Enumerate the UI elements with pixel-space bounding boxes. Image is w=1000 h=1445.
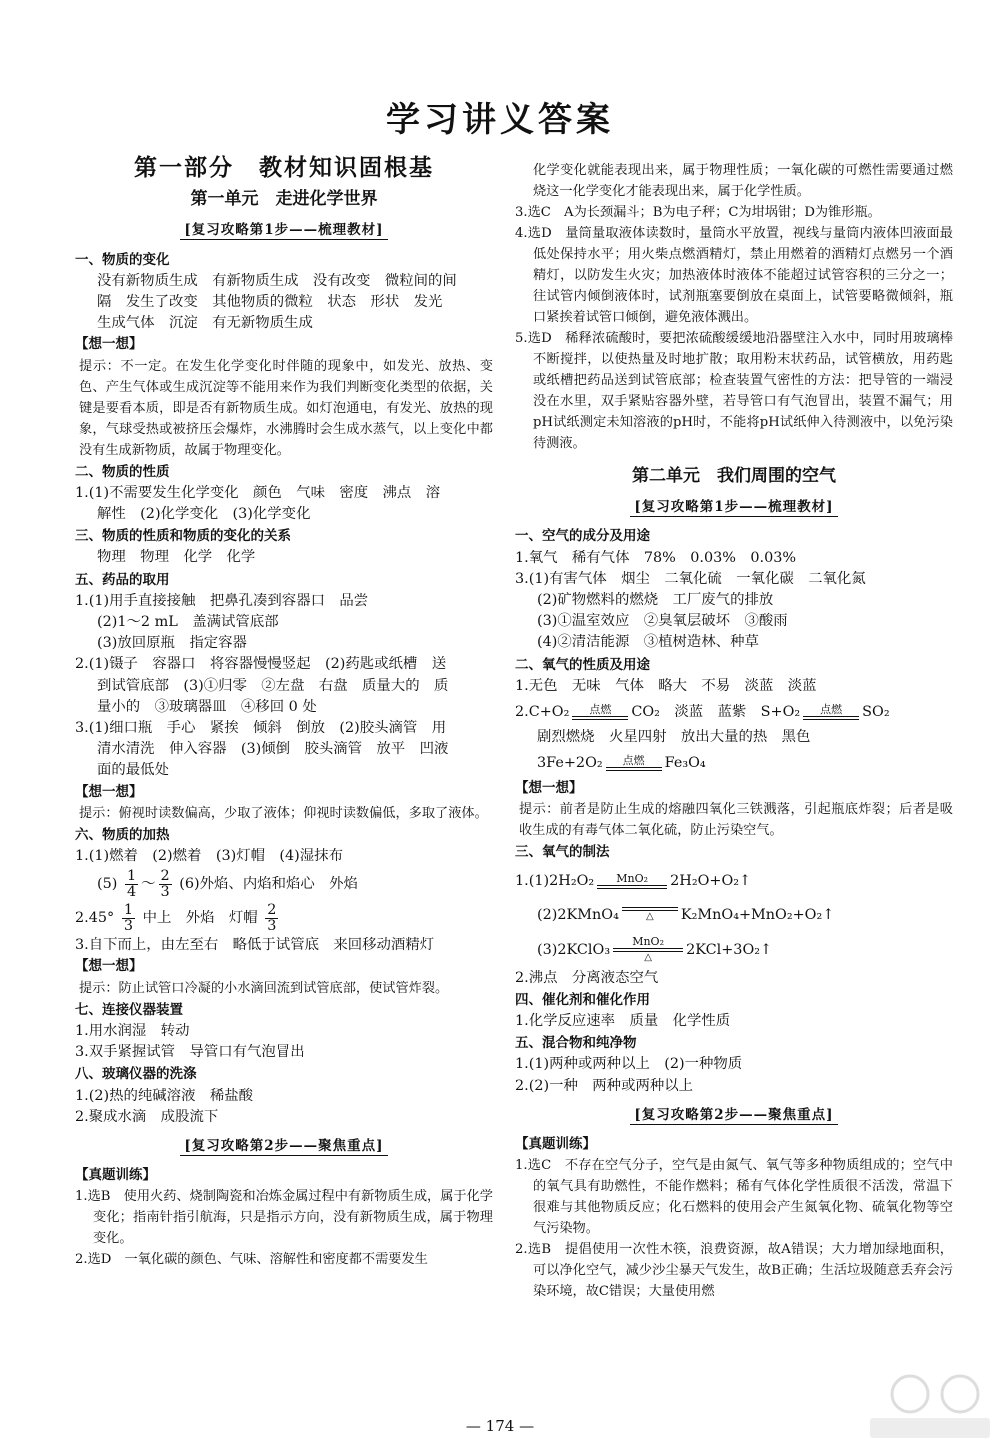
answer-line: 剧烈燃烧 火星四射 放出大量的热 黑色 bbox=[537, 729, 811, 746]
hint-paragraph: 提示：前者是防止生成的熔融四氧化三铁溅落，引起瓶底炸裂；后者是吸收生成的有毒气体二氧化硫，防止污染空气。 bbox=[519, 802, 953, 839]
answer-paragraph: 1.选B 使用火药、烧制陶瓷和冶炼金属过程中有新物质生成，属于化学变化；指南针指引航海，只是指示方向，没有新物质生成，属于物理变化。 bbox=[75, 1189, 493, 1247]
answer-paragraph: 2.选D 一氧化碳的颜色、气味、溶解性和密度都不需要发生 bbox=[75, 1252, 428, 1268]
answer-line: 1.(1)燃着 (2)燃着 (3)灯帽 (4)湿抹布 bbox=[75, 848, 343, 865]
answer-line: (2)矿物燃料的燃烧 工厂废气的排放 bbox=[537, 592, 774, 609]
answer-line: 1.(1)用手直接接触 把鼻孔凑到容器口 品尝 bbox=[75, 592, 369, 609]
step-banner: [复习攻略第2步——聚焦重点] bbox=[75, 1136, 493, 1157]
answer-line: 1.氧气 稀有气体 78% 0.03% 0.03% bbox=[515, 549, 797, 566]
fraction: $\frac{2}{3}$ bbox=[160, 867, 170, 900]
page-number: — 174 — bbox=[465, 1417, 535, 1435]
section-heading: 六、物质的加热 bbox=[75, 826, 170, 843]
left-column bbox=[75, 155, 493, 1270]
answer-line: 3.双手紧握试管 导管口有气泡冒出 bbox=[75, 1044, 305, 1061]
answer-line: (3)①温室效应 ②臭氧层破坏 ③酸雨 bbox=[537, 613, 788, 630]
answer-line: 1.用水润湿 转动 bbox=[75, 1022, 190, 1039]
fraction: $\frac{1}{3}$ bbox=[123, 901, 133, 934]
answer-line: 3.(1)细口瓶 手心 紧挨 倾斜 倒放 (2)胶头滴管 用 bbox=[75, 720, 447, 737]
answer-paragraph: 化学变化就能表现出来，属于物理性质；一氧化碳的可燃性需要通过燃烧这一化学变化才能表现出来，属于化学性质。 bbox=[533, 163, 953, 199]
section-heading: 五、混合物和纯净物 bbox=[515, 1035, 637, 1052]
reaction-arrow: 点燃 bbox=[803, 704, 859, 720]
answer-line-fraction: 2.45° $\frac{1}{3}$ 中上 外焰 灯帽 $\frac{2}{3}$ bbox=[75, 901, 277, 934]
answer-line: 隔 发生了改变 其他物质的微粒 状态 形状 发光 bbox=[97, 294, 443, 311]
reaction-arrow: MnO₂ bbox=[597, 873, 667, 889]
answer-line: 1.(1)两种或两种以上 (2)一种物质 bbox=[515, 1056, 743, 1073]
part-title: 第一部分 教材知识固根基 bbox=[134, 155, 434, 181]
answer-line: 3.自下而上，由左至右 略低于试管底 来回移动酒精灯 bbox=[75, 937, 435, 954]
reaction-arrow: MnO₂ △ bbox=[613, 936, 683, 964]
section-heading: 二、物质的性质 bbox=[75, 463, 170, 480]
unit-title: 第二单元 我们周围的空气 bbox=[632, 466, 836, 486]
step-banner: [复习攻略第1步——梳理教材] bbox=[75, 220, 493, 241]
answer-line: 清水清洗 伸入容器 (3)倾倒 胶头滴管 放平 凹液 bbox=[97, 741, 449, 758]
answer-line: (4)②清洁能源 ③植树造林、种草 bbox=[537, 634, 759, 651]
section-heading: 三、氧气的制法 bbox=[515, 844, 610, 861]
think-heading: 【想一想】 bbox=[75, 783, 143, 800]
answer-line: 1.无色 无味 气体 略大 不易 淡蓝 淡蓝 bbox=[515, 677, 817, 694]
watermark-logo bbox=[850, 1372, 1000, 1442]
answer-line: 面的最低处 bbox=[97, 762, 169, 779]
fraction: $\frac{1}{4}$ bbox=[126, 867, 137, 900]
answer-paragraph: 5.选D 稀释浓硫酸时，要把浓硫酸缓缓地沿器壁注入水中，同时用玻璃棒不断搅拌，以使热量及时地扩散；取用粉末状药品，试管横放，用药匙或纸槽把药品送到试管底部；检查装置气密性的方法：把导管的一端浸没在水里，双手紧贴容器外壁，若导管口有气泡冒出，装置不漏气；用pH试纸测定未知溶液的pH时，不能将pH试纸伸入待测液中，以免污染待测液。 bbox=[515, 331, 953, 451]
step-banner: [复习攻略第1步——梳理教材] bbox=[515, 497, 953, 518]
think-heading: 【想一想】 bbox=[75, 336, 143, 353]
section-heading: 二、氧气的性质及用途 bbox=[515, 656, 650, 673]
answer-line: 生成气体 沉淀 有无新物质生成 bbox=[97, 315, 313, 332]
answer-line: 1.化学反应速率 质量 化学性质 bbox=[515, 1013, 731, 1030]
section-heading: 七、连接仪器装置 bbox=[75, 1001, 183, 1018]
reaction-arrow: △ bbox=[622, 907, 678, 923]
answer-line: 量小的 ③玻璃器皿 ④移回 0 处 bbox=[97, 698, 317, 715]
answer-line: (3)放回原瓶 指定容器 bbox=[97, 635, 247, 652]
right-column bbox=[515, 160, 953, 1302]
equation-line: (3)2KClO₃ MnO₂ △ 2KCl+3O₂↑ bbox=[537, 934, 773, 963]
answer-line: 到试管底部 (3)①归零 ②左盘 右盘 质量大的 质 bbox=[97, 677, 449, 694]
section-heading: 三、物质的性质和物质的变化的关系 bbox=[75, 528, 291, 545]
equation-line: 1.(1)2H₂O₂ MnO₂ 2H₂O+O₂↑ bbox=[515, 871, 752, 889]
hint-paragraph: 提示：俯视时读数偏高，少取了液体；仰视时读数偏低，多取了液体。 bbox=[79, 805, 488, 821]
answer-paragraph: 2.选B 提倡使用一次性木筷，浪费资源，故A错误；大力增加绿地面积，可以净化空气，减少沙尘暴天气发生，故B正确；生活垃圾随意丢弃会污染环境，故C错误；大量使用燃 bbox=[515, 1242, 953, 1300]
answer-line: 2.沸点 分离液态空气 bbox=[515, 969, 659, 986]
page-title: 学习讲义答案 bbox=[386, 100, 614, 140]
answer-paragraph: 1.选C 不存在空气分子，空气是由氮气、氧气等多种物质组成的；空气中的氧气具有助燃性，不能作燃料；稀有气体化学性质很不活泼，常温下很难与其他物质反应；化石燃料的使用会产生氮氧化物、硫氧化物等空气污染物。 bbox=[515, 1158, 953, 1237]
answer-paragraph: 3.选C A为长颈漏斗；B为电子秤；C为坩埚钳；D为锥形瓶。 bbox=[515, 205, 881, 220]
answer-line: 2.(2)一种 两种或两种以上 bbox=[515, 1077, 694, 1094]
equation-line: (2)2KMnO₄ △ K₂MnO₄+MnO₂+O₂↑ bbox=[537, 906, 835, 923]
answer-line: 没有新物质生成 有新物质生成 没有改变 微粒间的间 bbox=[97, 272, 457, 289]
unit-title: 第一单元 走进化学世界 bbox=[190, 189, 378, 210]
answer-line: 1.(1)不需要发生化学变化 颜色 气味 密度 沸点 溶 bbox=[75, 484, 441, 501]
answer-line: (2)1～2 mL 盖满试管底部 bbox=[97, 614, 279, 631]
answer-line-fraction: (5) $\frac{1}{4}$ ～ $\frac{2}{3}$ (6)外焰、内焰和焰心 外焰 bbox=[97, 867, 358, 900]
hint-paragraph: 提示：不一定。在发生化学变化时伴随的现象中，如发光、放热、变色、产生气体或生成沉淀等不能用来作为我们判断变化类型的依据，关键是要看本质，即是否有新物质生成。如灯泡通电，有发光、放热的现象，气球受热或被挤压会爆炸，水沸腾时会生成水蒸气，以上变化中都没有生成新物质，故属于物理变化。 bbox=[79, 358, 493, 458]
section-heading: 八、玻璃仪器的洗涤 bbox=[75, 1066, 197, 1083]
equation-line: 3Fe+2O₂ 点燃 Fe₃O₄ bbox=[537, 754, 706, 772]
step-banner: [复习攻略第2步——聚焦重点] bbox=[515, 1105, 953, 1126]
answer-line: 2.(1)镊子 容器口 将容器慢慢竖起 (2)药匙或纸槽 送 bbox=[75, 656, 447, 673]
reaction-arrow: 点燃 bbox=[572, 704, 628, 720]
think-heading: 【想一想】 bbox=[515, 780, 583, 797]
section-heading: 四、催化剂和催化作用 bbox=[515, 991, 650, 1008]
reaction-arrow: 点燃 bbox=[606, 755, 662, 771]
hint-paragraph: 提示：防止试管口冷凝的小水滴回流到试管底部，使试管炸裂。 bbox=[79, 980, 449, 996]
think-heading: 【想一想】 bbox=[75, 958, 143, 975]
fraction: $\frac{2}{3}$ bbox=[267, 901, 277, 934]
answer-line: 物理 物理 化学 化学 bbox=[97, 549, 256, 566]
equation-line: 2.C+O₂ 点燃 CO₂ 淡蓝 蓝紫 S+O₂ 点燃 SO₂ bbox=[515, 703, 890, 721]
answer-line: 2.聚成水滴 成股流下 bbox=[75, 1108, 219, 1125]
train-heading: 【真题训练】 bbox=[515, 1136, 596, 1153]
train-heading: 【真题训练】 bbox=[75, 1167, 156, 1184]
section-heading: 一、物质的变化 bbox=[75, 251, 170, 268]
answer-line: 1.(2)热的纯碱溶液 稀盐酸 bbox=[75, 1087, 254, 1104]
answer-paragraph: 4.选D 量筒量取液体读数时，量筒水平放置，视线与量筒内液体凹液面最低处保持水平；用火柴点燃酒精灯，禁止用燃着的酒精灯点燃另一个酒精灯，以防发生火灾；加热液体时液体不能超过试管容积的三分之一；往试管内倾倒液体时，试剂瓶塞要倒放在桌面上，试管要略微倾斜，瓶口紧挨着试管口倾倒，避免液体溅出。 bbox=[515, 226, 953, 325]
section-heading: 五、药品的取用 bbox=[75, 571, 170, 588]
section-heading: 一、空气的成分及用途 bbox=[515, 528, 650, 545]
answer-line: 解性 (2)化学变化 (3)化学变化 bbox=[97, 506, 311, 523]
answer-line: 3.(1)有害气体 烟尘 二氧化硫 一氧化碳 二氧化氮 bbox=[515, 570, 866, 587]
